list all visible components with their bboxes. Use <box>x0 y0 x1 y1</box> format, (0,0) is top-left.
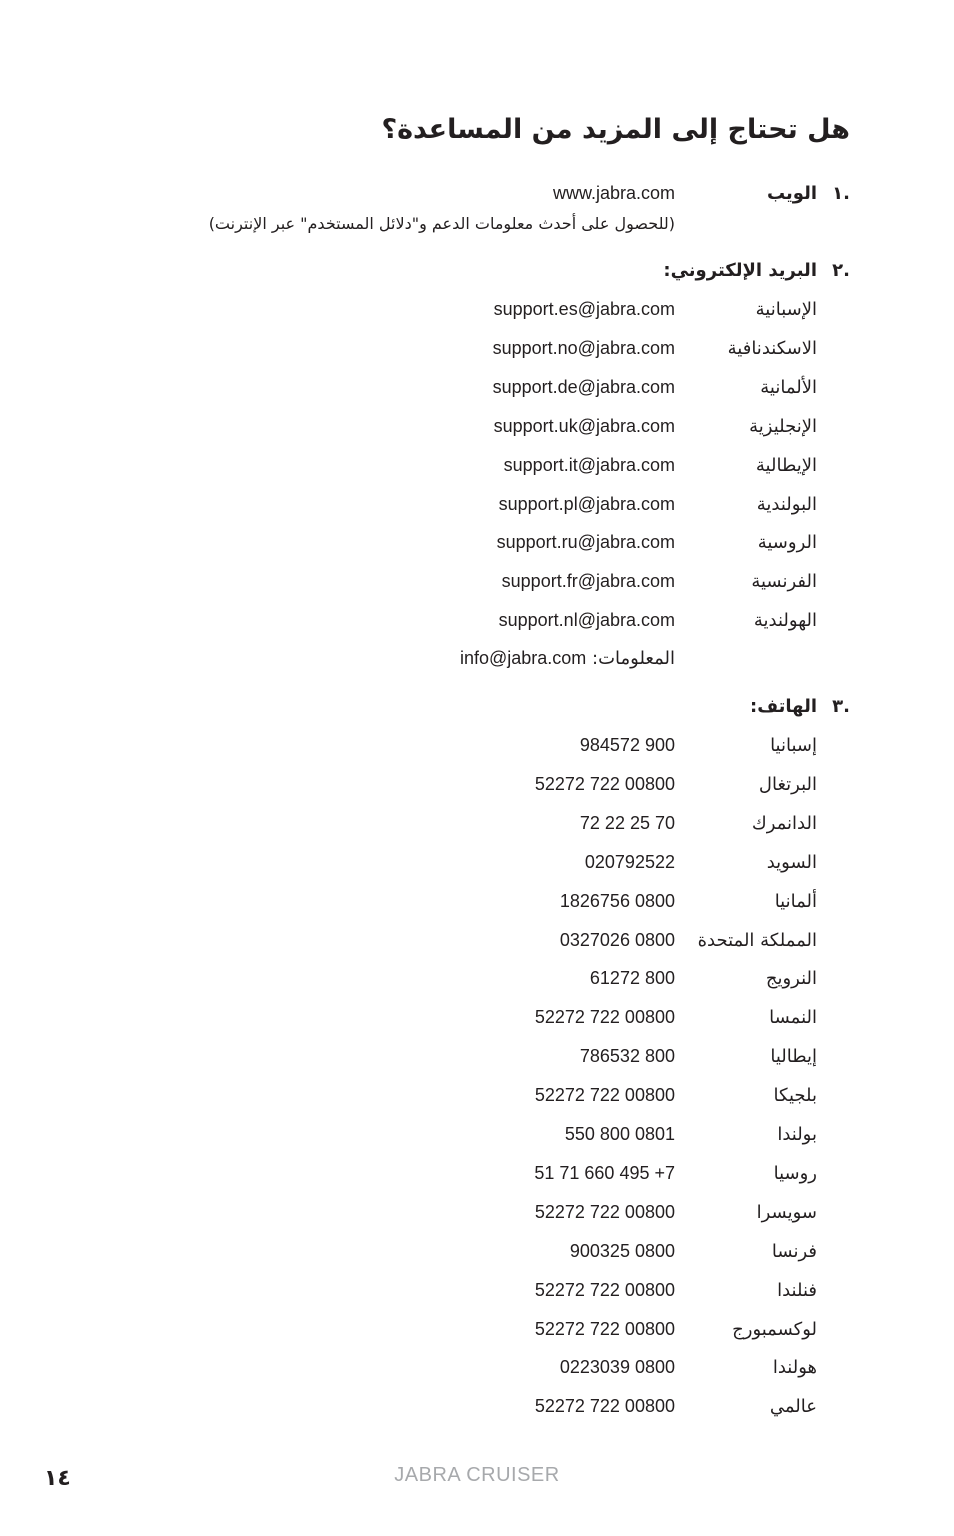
phone-label: عالمي <box>769 1396 817 1418</box>
section-number-phone: .٣ <box>832 696 850 717</box>
page-title: هل تحتاج إلى المزيد من المساعدة؟ <box>381 114 850 145</box>
phone-label: هولندا <box>772 1357 817 1379</box>
page-number: ١٤ <box>44 1466 71 1491</box>
email-value[interactable]: support.de@jabra.com <box>492 376 675 397</box>
phone-label: فنلندا <box>777 1279 817 1301</box>
info-email-label: المعلومات: <box>592 648 675 669</box>
phone-value: 020792522 <box>584 851 675 872</box>
email-value[interactable]: support.es@jabra.com <box>493 299 675 319</box>
email-label: الإنجليزية <box>749 415 817 437</box>
email-label: الإسبانية <box>755 299 817 320</box>
info-email-row <box>460 648 675 669</box>
email-value[interactable]: support.pl@jabra.com <box>498 493 675 514</box>
phone-heading: الهاتف: <box>750 696 817 717</box>
web-note: (للحصول على أحدث معلومات الدعم و"دلائل المستخدم" عبر الإنترنت) <box>208 214 675 233</box>
footer-brand: JABRA CRUISER <box>394 1464 560 1486</box>
email-label: البولندية <box>756 493 817 515</box>
web-label: الويب <box>766 183 817 204</box>
phone-label: النمسا <box>769 1007 817 1029</box>
phone-label: فرنسا <box>771 1240 817 1262</box>
phone-value: 0327026 0800 <box>559 929 675 950</box>
phone-label: الدانمرك <box>751 812 817 834</box>
info-email-link[interactable]: info@jabra.com <box>459 648 587 668</box>
phone-value: 52272 722 00800 <box>534 1085 675 1106</box>
email-value[interactable]: support.no@jabra.com <box>492 337 675 358</box>
email-value[interactable]: support.ru@jabra.com <box>496 532 675 553</box>
email-heading: البريد الإلكتروني: <box>663 260 817 281</box>
phone-label: النرويج <box>765 968 817 990</box>
email-label: الإيطالية <box>755 454 817 476</box>
phone-value: 786532 800 <box>579 1046 675 1067</box>
email-value[interactable]: support.fr@jabra.com <box>501 571 675 592</box>
phone-label: المملكة المتحدة <box>697 929 817 951</box>
section-number-web: .١ <box>832 183 850 204</box>
phone-value: 52272 722 00800 <box>534 1007 675 1028</box>
phone-value: 52272 722 00800 <box>534 1396 675 1417</box>
email-label: الألمانية <box>760 376 817 398</box>
email-label: الاسكندنافية <box>727 337 817 359</box>
email-label: الهولندية <box>753 610 817 632</box>
phone-value: 52272 722 00800 <box>534 1279 675 1300</box>
phone-value: 1826756 0800 <box>559 890 675 911</box>
phone-value: 0223039 0800 <box>559 1357 675 1378</box>
phone-value: 72 22 25 70 <box>579 812 675 833</box>
phone-label: روسيا <box>773 1162 817 1184</box>
phone-label: سويسرا <box>756 1201 817 1223</box>
email-value[interactable]: support.uk@jabra.com <box>493 415 675 436</box>
email-label: الروسية <box>757 532 817 554</box>
phone-value: 984572 900 <box>579 735 675 755</box>
phone-label: البرتغال <box>758 773 817 795</box>
section-number-email: .٢ <box>832 260 850 281</box>
phone-label: إيطاليا <box>770 1046 817 1068</box>
phone-value: 52272 722 00800 <box>534 1201 675 1222</box>
phone-value: 550 800 0801 <box>564 1124 675 1144</box>
phone-label: بلجيكا <box>773 1085 817 1107</box>
phone-value: 900325 0800 <box>569 1240 675 1261</box>
phone-label: إسبانيا <box>770 735 817 756</box>
email-value[interactable]: support.nl@jabra.com <box>498 610 675 631</box>
email-value[interactable]: support.it@jabra.com <box>503 454 675 475</box>
phone-value: 52272 722 00800 <box>534 773 675 794</box>
phone-value: 52272 722 00800 <box>534 1318 675 1339</box>
web-link[interactable]: www.jabra.com <box>552 183 675 203</box>
email-label: الفرنسية <box>751 571 817 593</box>
phone-value: 61272 800 <box>589 968 675 989</box>
phone-label: ألمانيا <box>774 890 817 912</box>
phone-label: السويد <box>766 851 817 873</box>
phone-label: بولندا <box>777 1124 817 1145</box>
phone-value: 51 71 660 495 +7 <box>534 1162 675 1183</box>
phone-label: لوكسمبورج <box>732 1318 817 1340</box>
